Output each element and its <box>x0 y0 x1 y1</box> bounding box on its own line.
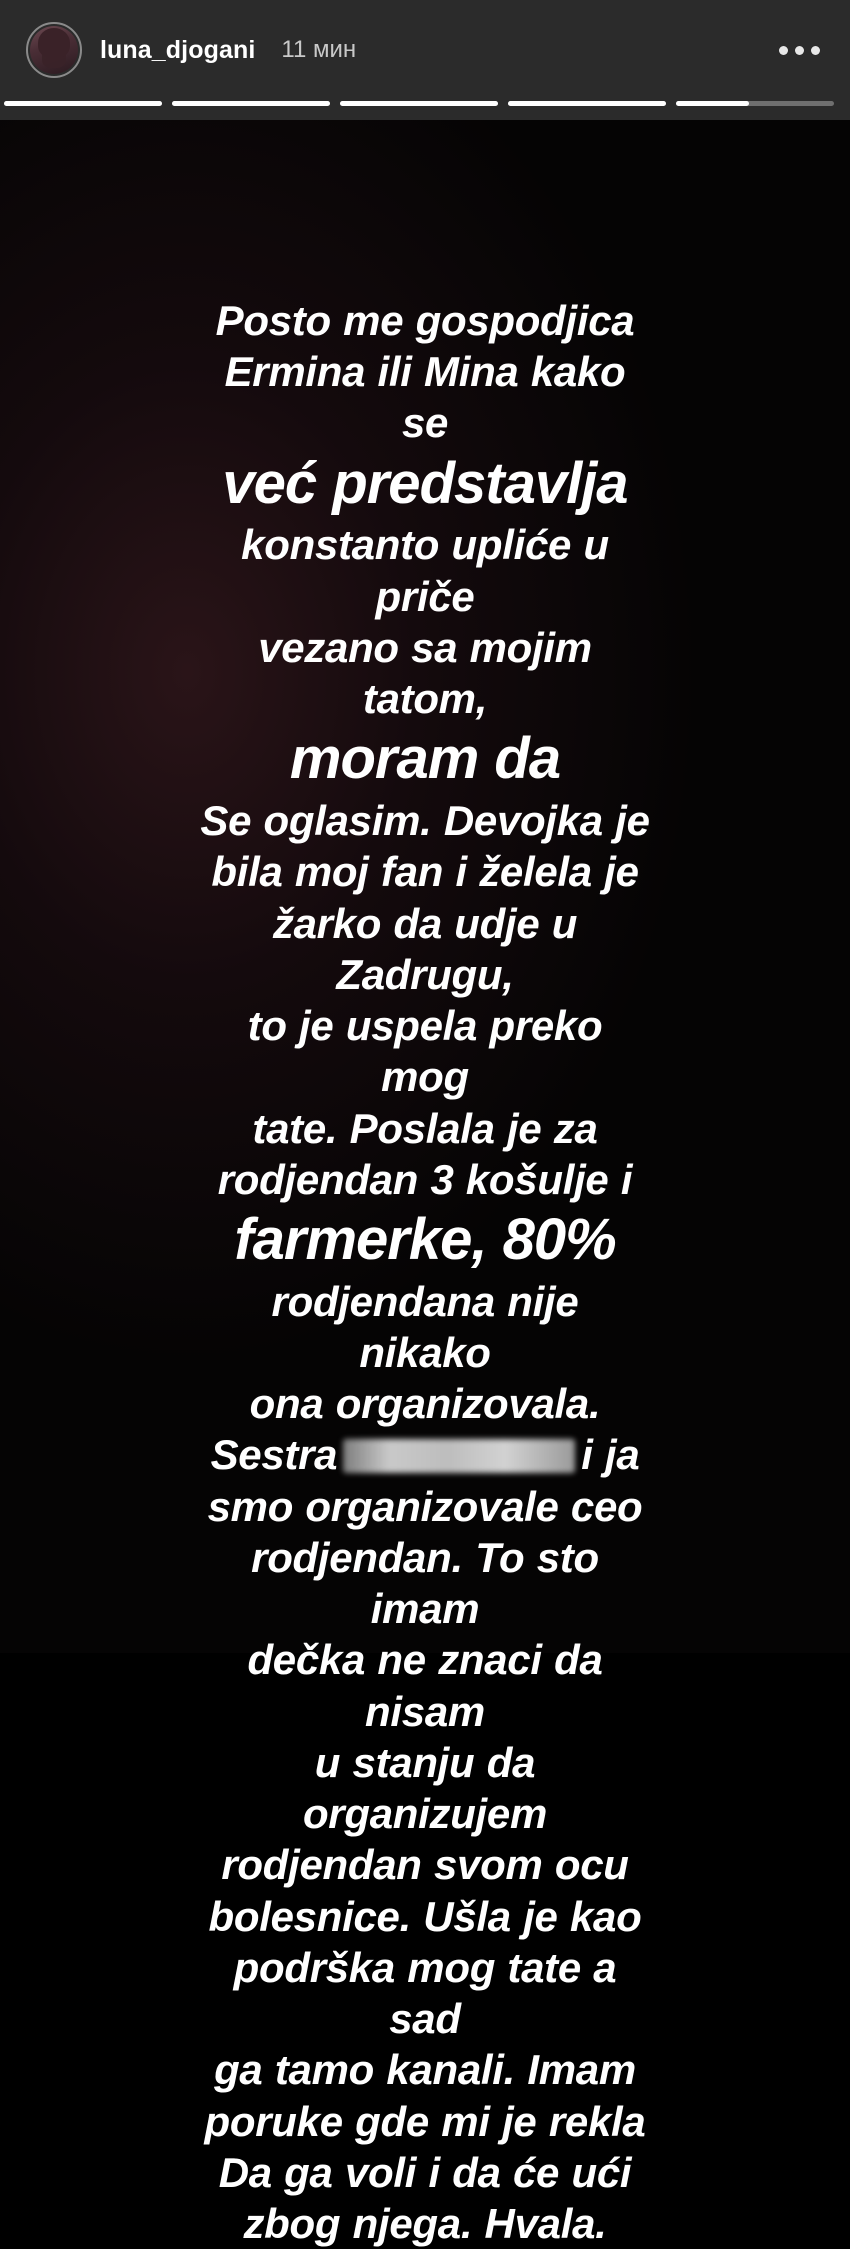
story-text-line <box>200 2096 650 2147</box>
story-text-line <box>200 1532 650 1634</box>
story-text-line <box>200 295 650 346</box>
more-dot-3 <box>811 46 820 55</box>
story-line-text: poruke gde mi je rekla <box>204 2097 646 2145</box>
avatar-image <box>30 26 78 74</box>
story-line-text: Sestra <box>210 1431 338 1479</box>
story-line-text: konstanto upliće u priče <box>241 521 609 620</box>
story-text-line <box>200 1942 650 2044</box>
progress-segment-2[interactable] <box>172 101 330 106</box>
progress-segment-fill <box>172 101 330 106</box>
story-line-text: smo organizovale ceo <box>207 1482 643 1530</box>
story-text-line <box>200 1429 650 1480</box>
progress-segment-1[interactable] <box>4 101 162 106</box>
story-progress-bar[interactable] <box>0 101 850 106</box>
story-text-line <box>200 846 650 897</box>
story-text-line <box>200 1891 650 1942</box>
story-line-text: zbog njega. Hvala. <box>243 2199 607 2247</box>
story-text-line <box>200 898 650 1000</box>
story-text-line <box>200 1205 650 1276</box>
progress-segment-3[interactable] <box>340 101 498 106</box>
story-line-text: ga tamo kanali. Imam <box>214 2046 636 2094</box>
progress-segment-fill <box>4 101 162 106</box>
story-text-line <box>200 2147 650 2198</box>
avatar[interactable] <box>26 22 82 78</box>
story-text-line <box>200 1634 650 1736</box>
progress-segment-fill <box>340 101 498 106</box>
story-text-line <box>200 622 650 724</box>
story-text-line <box>200 1154 650 1205</box>
story-line-text: već predstavlja <box>222 450 628 516</box>
progress-segment-fill <box>676 101 749 106</box>
more-options-icon[interactable] <box>775 36 824 65</box>
story-line-text: podrška mog tate a sad <box>233 1943 617 2043</box>
story-line-text: žarko da udje u Zadrugu, <box>272 899 578 998</box>
more-dot-1 <box>779 46 788 55</box>
story-line-text: rodjendan svom ocu <box>221 1841 629 1889</box>
timestamp-label: 11 мин <box>281 36 357 63</box>
story-header <box>0 0 850 120</box>
story-line-text: Da ga voli i da će ući <box>218 2148 632 2196</box>
story-line-text-after: i ja <box>581 1431 640 1479</box>
redacted-name-blur <box>343 1439 575 1473</box>
story-line-text: dečka ne znaci da nisam <box>247 1636 603 1735</box>
story-text-line <box>200 449 650 520</box>
story-text-line <box>200 1481 650 1532</box>
story-text-line <box>200 1000 650 1102</box>
story-text-line <box>200 346 650 448</box>
story-text-line <box>200 2044 650 2095</box>
story-line-text: Posto me gospodjica <box>215 297 635 344</box>
story-text-line <box>200 1276 650 1378</box>
progress-segment-fill <box>508 101 666 106</box>
story-text-line <box>200 2198 650 2249</box>
story-line-text: Se oglasim. Devojka je <box>200 797 650 845</box>
story-line-text: rodjendana nije nikako <box>271 1277 579 1376</box>
story-text-line <box>200 519 650 621</box>
story-text-line <box>200 1839 650 1890</box>
progress-segment-4[interactable] <box>508 101 666 106</box>
more-dot-2 <box>795 46 804 55</box>
story-line-text: ona organizovala. <box>249 1380 601 1428</box>
story-line-text: to je uspela preko mog <box>247 1002 603 1101</box>
story-line-text: bolesnice. Ušla je kao <box>208 1892 642 1940</box>
story-text-line <box>200 724 650 795</box>
story-line-text: rodjendan. To sto imam <box>251 1533 599 1633</box>
story-text-line <box>200 1737 650 1839</box>
username-label[interactable]: luna_djogani <box>100 35 256 64</box>
story-header-row <box>0 0 850 100</box>
story-text-line <box>200 1378 650 1429</box>
story-line-text: tate. Poslala je za <box>252 1104 598 1152</box>
story-line-text: bila moj fan i želela je <box>211 848 639 896</box>
story-line-text: moram da <box>289 726 561 792</box>
story-content[interactable] <box>0 120 850 2247</box>
story-text-line <box>200 795 650 846</box>
story-text-line <box>200 1103 650 1154</box>
story-line-text: rodjendan 3 košulje i <box>217 1155 633 1203</box>
story-text-block <box>0 295 850 2249</box>
story-line-text: vezano sa mojim tatom, <box>258 623 592 723</box>
progress-segment-5[interactable] <box>676 101 834 106</box>
story-line-text: u stanju da organizujem <box>302 1738 548 1838</box>
story-line-text: Ermina ili Mina kako se <box>224 348 626 447</box>
story-line-text: farmerke, 80% <box>234 1207 616 1273</box>
